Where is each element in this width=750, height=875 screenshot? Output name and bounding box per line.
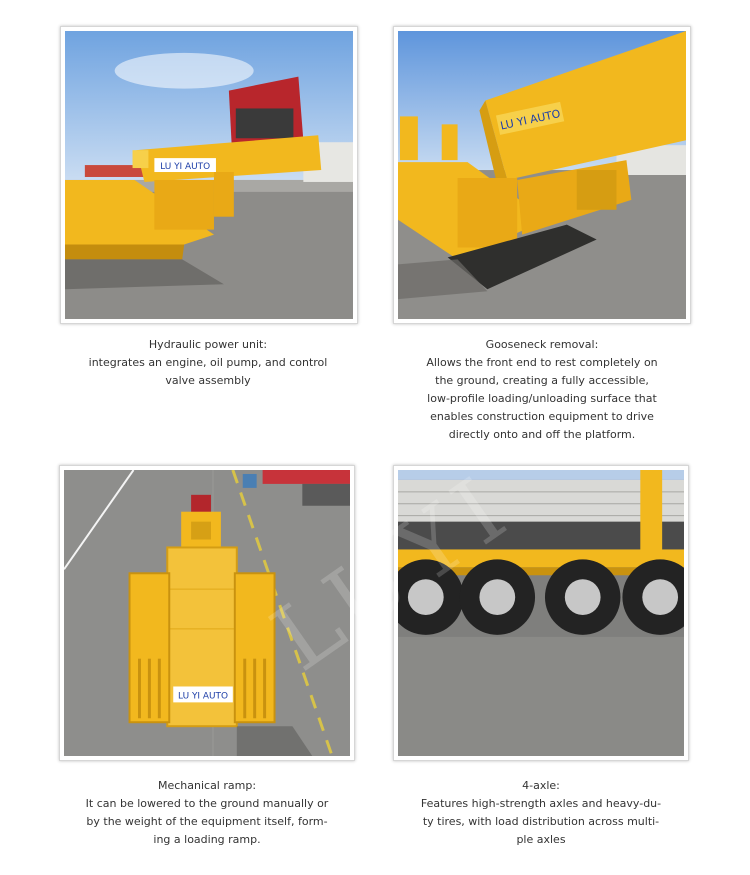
caption-line: enables construction equipment to drive xyxy=(430,410,654,423)
caption-line: ple axles xyxy=(516,833,566,846)
caption-hydraulic-power-unit xyxy=(83,336,333,390)
caption-line: Hydraulic power unit: xyxy=(148,338,268,351)
brand-label: LU YI AUTO xyxy=(178,691,228,702)
caption-line: integrates an engine, oil pump, and control xyxy=(88,356,328,369)
detached-gooseneck-photo xyxy=(398,31,686,319)
photo-gooseneck-removal xyxy=(393,26,691,324)
caption-line: Allows the front end to rest completely on xyxy=(426,356,658,369)
trailer-top-view-photo xyxy=(64,470,350,756)
caption-line: Gooseneck removal: xyxy=(485,338,599,351)
photo-4-axle xyxy=(393,465,689,761)
trailer-gooseneck-photo xyxy=(65,31,353,319)
caption-line: directly onto and off the platform. xyxy=(448,428,636,441)
caption-line: Features high-strength axles and heavy-du- xyxy=(420,797,662,810)
photo-hydraulic-power-unit xyxy=(60,26,358,324)
caption-line: the ground, creating a fully accessible, xyxy=(435,374,649,387)
caption-line: 4-axle: xyxy=(522,779,560,792)
caption-mechanical-ramp xyxy=(82,777,332,849)
caption-4-axle xyxy=(416,777,666,849)
brand-label: LU YI AUTO xyxy=(499,107,562,133)
caption-line: low-profile loading/unloading surface that xyxy=(427,392,657,405)
axles-tires-photo xyxy=(398,470,684,756)
caption-line: Mechanical ramp: xyxy=(157,779,257,792)
brand-label: LU YI AUTO xyxy=(160,162,211,173)
caption-line: ty tires, with load distribution across multi- xyxy=(422,815,660,828)
caption-line: ing a loading ramp. xyxy=(153,833,261,846)
caption-gooseneck-removal xyxy=(417,336,667,444)
caption-line: It can be lowered to the ground manually or xyxy=(85,797,329,810)
caption-line: by the weight of the equipment itself, form- xyxy=(86,815,328,828)
caption-line: valve assembly xyxy=(165,374,251,387)
photo-mechanical-ramp xyxy=(59,465,355,761)
